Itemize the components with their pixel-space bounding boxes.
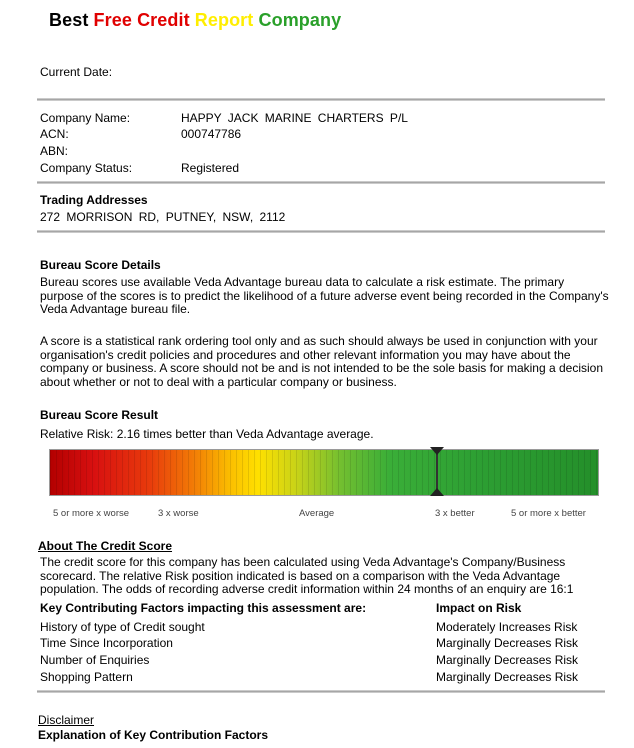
risk-marker-top-arrow [430,447,444,455]
factor-impact: Marginally Decreases Risk [436,653,579,667]
impact-heading: Impact on Risk [436,601,522,615]
company-status-value: Registered [181,161,240,175]
scale-label-3x-better: 3 x better [435,508,475,519]
brand-word: Best [49,10,89,30]
scale-label-3x-worse: 3 x worse [158,508,199,519]
scale-label-average: Average [299,508,335,519]
risk-marker-bottom-arrow [430,488,444,496]
relative-risk-text: Relative Risk: 2.16 times better than Veda Advantage average. [40,427,374,441]
factor-name: Shopping Pattern [40,670,133,684]
factor-impact: Marginally Decreases Risk [436,636,579,650]
about-credit-score-heading[interactable]: About The Credit Score [38,539,173,553]
bureau-result-heading: Bureau Score Result [40,408,159,422]
about-credit-score-text: The credit score for this company has been calculated using Veda Advantage's Company/Business scorecard. The relative Risk position indicated is based on a comparison with the Veda Advantage population. The odds of recording adverse credit information within 24 months of an enquiry are 16:1 [40,555,574,596]
factor-impact: Marginally Decreases Risk [436,670,579,684]
divider [37,230,605,233]
risk-scale-bar [49,449,599,496]
factors-heading: Key Contributing Factors impacting this assessment are: [40,601,367,615]
disclaimer-link[interactable]: Disclaimer [38,713,95,727]
acn-label: ACN: [40,127,69,141]
company-name-value: HAPPY JACK MARINE CHARTERS P/L [181,111,408,125]
explanation-heading: Explanation of Key Contribution Factors [38,728,269,742]
trading-addresses-heading: Trading Addresses [40,193,148,207]
divider [37,690,605,693]
company-status-label: Company Status: [40,161,133,175]
divider [37,98,605,101]
scale-label-5x-worse: 5 or more x worse [53,508,130,519]
divider [37,181,605,184]
brand-logo [49,10,341,31]
factor-impact: Moderately Increases Risk [436,620,578,634]
brand-word: Free [93,10,132,30]
brand-word: Report [194,10,254,30]
factor-name: Number of Enquiries [40,653,150,667]
trading-address: 272 MORRISON RD, PUTNEY, NSW, 2112 [40,210,286,224]
abn-label: ABN: [40,144,69,158]
acn-value: 000747786 [181,127,242,141]
current-date-label: Current Date: [40,65,113,79]
bureau-details-heading: Bureau Score Details [40,258,161,272]
brand-word: Credit [137,10,190,30]
factor-name: Time Since Incorporation [40,636,173,650]
company-name-label: Company Name: [40,111,131,125]
scale-label-5x-better: 5 or more x better [511,508,586,519]
bureau-details-paragraph: Bureau scores use available Veda Advantage bureau data to calculate a risk estimate. The primary purpose of the scores is to predict the likelihood of a future adverse event being recorded in the Company's Veda Advantage bureau file. [40,275,609,316]
factor-name: History of type of Credit sought [40,620,205,634]
brand-word: Company [258,10,342,30]
bureau-details-paragraph: A score is a statistical rank ordering tool only and as such should always be used in conjunction with your organisation's credit policies and procedures and other relevant information you may have about the company or business. A score should not be and is not intended to be the sole basis for making a decision about whether or not to deal with a particular company or business. [40,334,604,389]
